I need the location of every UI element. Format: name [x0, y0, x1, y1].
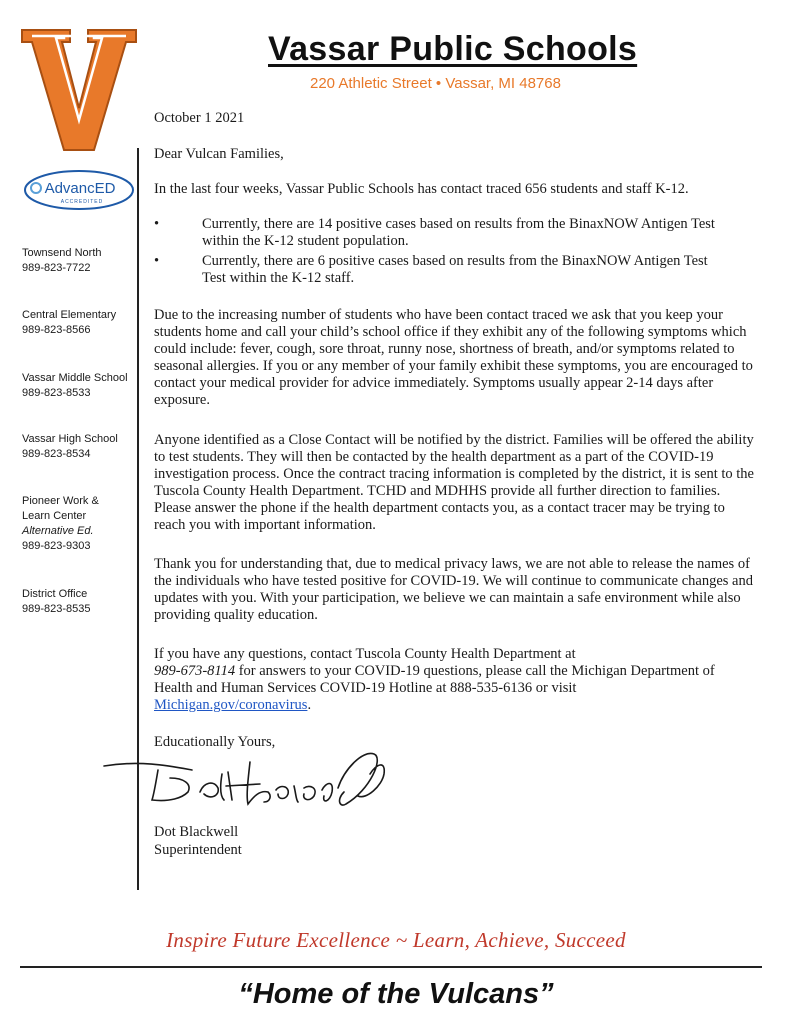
contact-name: Vassar High School — [22, 433, 118, 445]
bullet-icon: • — [154, 216, 160, 232]
paragraph-questions — [154, 646, 754, 714]
health-dept-phone: 989-673-8114 — [154, 663, 236, 679]
contact-name: District Office — [22, 588, 88, 600]
sidebar-contact-pioneer — [22, 494, 140, 554]
signer-title: Superintendent — [154, 842, 242, 858]
letter-salutation: Dear Vulcan Families, — [154, 146, 284, 162]
school-address: 220 Athletic Street • Vassar, MI 48768 — [310, 75, 561, 92]
advanced-logo-text: AdvancED — [44, 180, 116, 197]
contact-phone: 989-823-8534 — [22, 448, 91, 460]
bullet-text: Currently, there are 6 positive cases based on results from the BinaxNOW Antigen Test Test within the K-12 staff. — [202, 253, 708, 286]
paragraph-privacy: Thank you for understanding that, due to medical privacy laws, we are not able to release the names of the individuals who have tested positive for COVID-19. We will continue to communicate changes and updates with you. With your participation, we believe we can maintain a safe environment while also providing quality education. — [154, 556, 753, 623]
signer-name: Dot Blackwell — [154, 824, 239, 840]
list-item — [154, 253, 754, 287]
questions-intro: If you have any questions, contact Tuscola County Health Department at — [154, 646, 576, 662]
sidebar-contact-central-elementary — [22, 308, 140, 338]
contact-phone: 989-823-9303 — [22, 540, 91, 552]
sidebar-contact-middle-school — [22, 371, 140, 401]
questions-mid: for answers to your COVID-19 questions, please call the Michigan Department of Health and Human Services COVID-19 Hotline at 888-535-6136 or visit — [154, 663, 715, 696]
contact-name: Vassar Middle School — [22, 372, 128, 384]
contact-phone: 989-823-8533 — [22, 387, 91, 399]
advanced-logo-subtitle: ACCREDITED — [60, 199, 104, 205]
contact-name: Pioneer Work & — [22, 495, 99, 507]
school-tagline: “Home of the Vulcans” — [238, 978, 554, 1010]
contact-name-line2: Learn Center — [22, 510, 87, 522]
footer-divider — [20, 966, 762, 968]
school-v-logo — [20, 28, 138, 152]
contact-phone: 989-823-8535 — [22, 603, 91, 615]
bullet-icon: • — [154, 253, 160, 269]
sidebar-contact-district-office — [22, 587, 140, 617]
paragraph-close-contact: Anyone identified as a Close Contact will be notified by the district. Families will be offered the ability to test students. They will then be contacted by the health department as a part of the COVID-19 investigation process. Once the contract tracing information is completed by the district, it is sent to the Tuscola County Health Department. TCHD and MDHHS provide all further direction to families. Please answer the phone if the health department contacts you, as a contact tracer may be trying to reach you with important information. — [154, 432, 754, 533]
contact-name: Central Elementary — [22, 309, 117, 321]
contact-name: Townsend North — [22, 247, 102, 259]
contact-note: Alternative Ed. — [22, 525, 94, 537]
contact-phone: 989-823-7722 — [22, 262, 91, 274]
school-motto: Inspire Future Excellence ~ Learn, Achieve, Succeed — [166, 928, 626, 952]
contact-phone: 989-823-8566 — [22, 324, 91, 336]
letter-intro: In the last four weeks, Vassar Public Schools has contact traced 656 students and staff K-12. — [154, 181, 689, 197]
list-item — [154, 216, 754, 250]
bullet-text: Currently, there are 14 positive cases based on results from the BinaxNOW Antigen Test within the K-12 student population. — [202, 216, 715, 249]
michigan-coronavirus-link[interactable]: Michigan.gov/coronavirus — [154, 697, 308, 713]
sidebar-contact-high-school — [22, 432, 140, 462]
letter-date: October 1 2021 — [154, 110, 245, 126]
questions-end: . — [307, 697, 312, 713]
letter-closing: Educationally Yours, — [154, 734, 276, 750]
sidebar-contact-townsend-north — [22, 246, 140, 276]
advanced-accreditation-logo — [22, 168, 136, 214]
signature-image — [100, 730, 390, 820]
paragraph-symptoms: Due to the increasing number of students who have been contact traced we ask that you keep your students home and call your child’s school office if they exhibit any of the following symptoms which could include: fever, cough, sore throat, runny nose, shortness of breath, and/or symptoms related to seasonal allergies. If you or any member of your family exhibit these symptoms, you are encouraged to contact your medical provider for advice immediately. Symptoms usually appear 2-14 days after exposure. — [154, 307, 753, 408]
school-name: Vassar Public Schools — [268, 30, 638, 68]
